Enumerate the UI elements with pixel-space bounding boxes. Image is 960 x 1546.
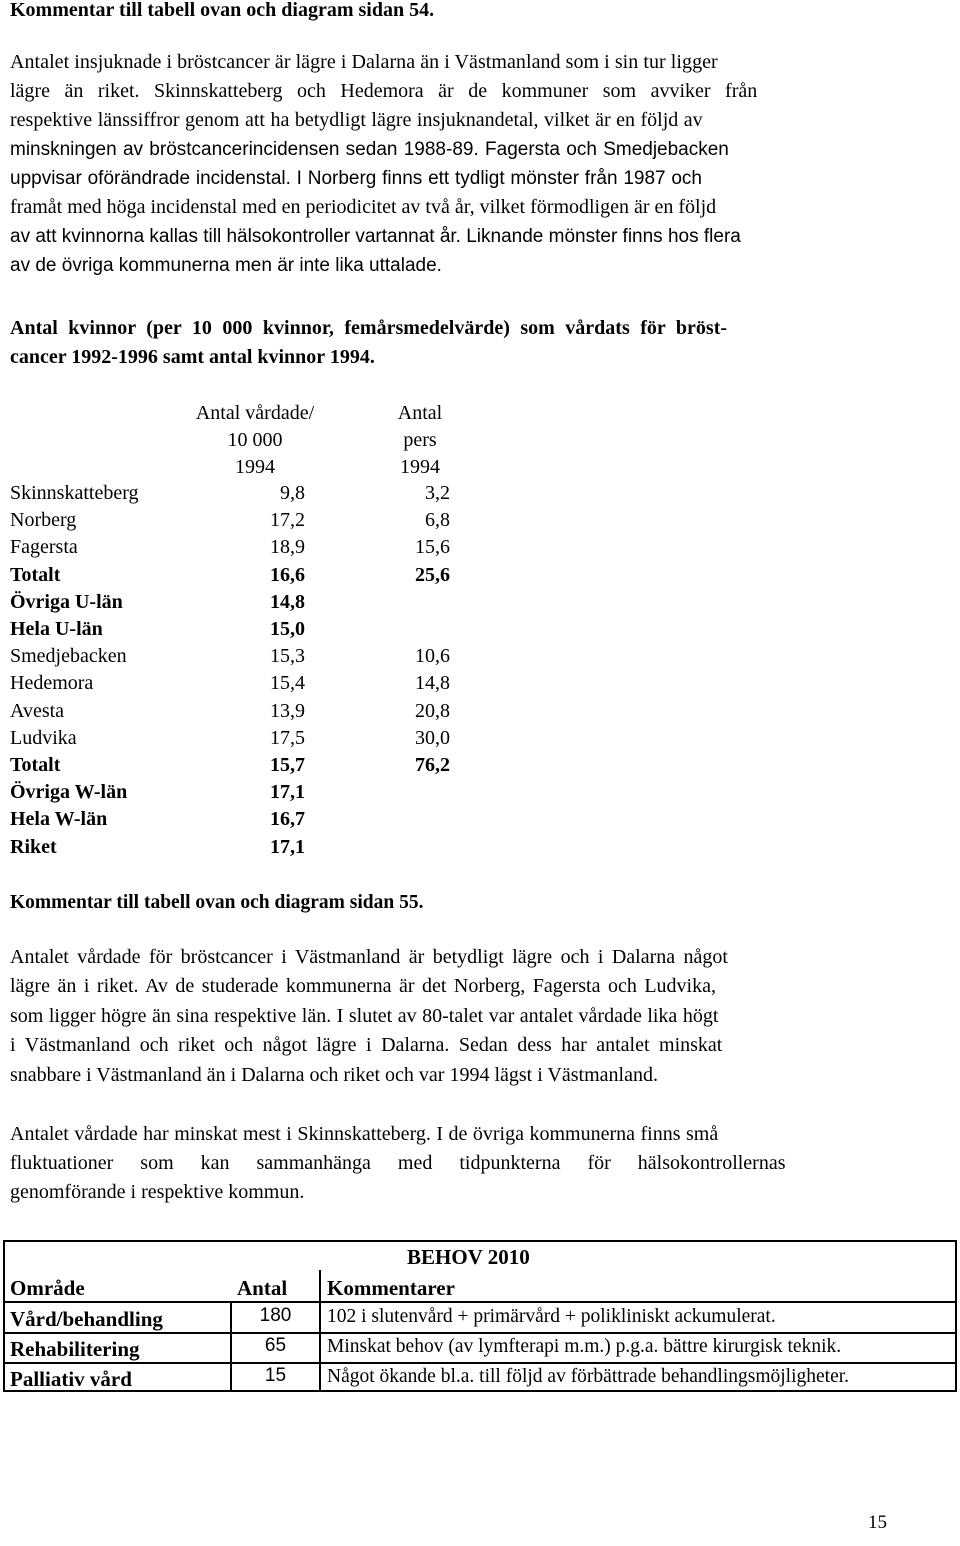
- comment-heading-55: Kommentar till tabell ovan och diagram sidan 55.: [10, 892, 424, 913]
- paragraph-line: Antalet vårdade har minskat mest i Skinnskatteberg. I de övriga kommunerna finns små: [10, 1123, 719, 1145]
- row-divider: [5, 1332, 955, 1334]
- paragraph-line: Antalet insjuknade i bröstcancer är lägre i Dalarna än i Västmanland som i sin tur ligger: [10, 51, 718, 73]
- row-value-treated: 15,4: [270, 672, 305, 695]
- row-label: Fagersta: [10, 536, 78, 559]
- row-value-persons: 10,6: [415, 645, 450, 668]
- row-label: Ludvika: [10, 726, 77, 749]
- row-value-persons: 20,8: [415, 699, 450, 722]
- row-value-treated: 15,0: [270, 618, 305, 640]
- row-divider: [5, 1362, 955, 1364]
- row-value-treated: 9,8: [280, 482, 305, 504]
- header-line: 10 000: [227, 429, 283, 451]
- paragraph-line: genomförande i respektive kommun.: [10, 1181, 305, 1203]
- row-label: Norberg: [10, 509, 77, 532]
- col-header-persons: [380, 400, 460, 481]
- needs-row-area: Rehabilitering: [10, 1337, 140, 1361]
- row-value-persons: 6,8: [425, 509, 450, 532]
- row-value-treated: 17,1: [270, 781, 305, 804]
- row-label: Riket: [10, 835, 57, 858]
- row-label: Övriga U-län: [10, 590, 123, 613]
- row-value-treated: 17,2: [270, 509, 305, 532]
- row-value-treated: 17,5: [270, 726, 305, 749]
- needs-row-count: 180: [259, 1305, 292, 1326]
- paragraph-line: respektive länssiffror genom att ha betydligt lägre insjuknandetal, vilket är en följd av: [10, 109, 703, 131]
- needs-row-area: Palliativ vård: [10, 1367, 132, 1391]
- paragraph-line: Antalet vårdade för bröstcancer i Västmanland är betydligt lägre och i Dalarna något: [10, 946, 728, 968]
- row-divider: [5, 1301, 955, 1303]
- header-line: pers: [403, 429, 437, 451]
- row-label: Avesta: [10, 699, 65, 722]
- header-area: Område: [10, 1276, 85, 1300]
- comment-heading-54: Kommentar till tabell ovan och diagram sidan 54.: [10, 0, 435, 21]
- row-label: Totalt: [10, 563, 61, 586]
- header-line: Antal vårdade/: [195, 402, 315, 424]
- row-value-persons: 14,8: [415, 672, 450, 695]
- paragraph-line: framåt med höga incidenstal med en periodicitet av två år, vilket förmodligen är en följd: [10, 196, 717, 218]
- paragraph-line: av de övriga kommunerna men är inte lika uttalade.: [10, 255, 442, 276]
- paragraph-line: fluktuationer som kan sammanhänga med tidpunkterna för hälsokontrollernas: [10, 1152, 786, 1174]
- row-label: Skinnskatteberg: [10, 482, 139, 504]
- row-value-treated: 15,3: [270, 645, 305, 668]
- page-number: 15: [868, 1512, 887, 1533]
- table-title: cancer 1992-1996 samt antal kvinnor 1994.: [10, 346, 375, 368]
- row-value-persons: 3,2: [425, 482, 450, 504]
- paragraph-line: lägre än i riket. Av de studerade kommunerna är det Norberg, Fagersta och Ludvika,: [10, 975, 716, 997]
- row-label: Hela U-län: [10, 618, 103, 640]
- row-label: Totalt: [10, 754, 61, 776]
- col-divider: [319, 1270, 321, 1390]
- header-line: 1994: [400, 456, 440, 478]
- col-header-treated: [195, 400, 315, 481]
- header-comment: Kommentarer: [327, 1276, 455, 1300]
- paragraph-line: lägre än riket. Skinnskatteberg och Hedemora är de kommuner som avviker från: [10, 80, 758, 102]
- row-value-persons: 25,6: [415, 563, 450, 586]
- row-label: Hedemora: [10, 672, 94, 695]
- needs-row-comment: 102 i slutenvård + primärvård + polikliniskt ackumulerat.: [327, 1306, 776, 1327]
- needs-row-comment: Något ökande bl.a. till följd av förbättrade behandlingsmöjligheter.: [327, 1366, 850, 1387]
- row-label: Övriga W-län: [10, 781, 128, 804]
- paragraph-line: minskningen av bröstcancerincidensen sedan 1988-89. Fagersta och Smedjebacken: [10, 139, 729, 160]
- needs-row-comment: Minskat behov (av lymfterapi m.m.) p.g.a. bättre kirurgisk teknik.: [327, 1336, 842, 1357]
- paragraph-line: uppvisar oförändrade incidenstal. I Norberg finns ett tydligt mönster från 1987 och: [10, 168, 702, 189]
- row-value-treated: 16,7: [270, 808, 305, 831]
- row-label: Hela W-län: [10, 808, 108, 831]
- needs-row-area: Vård/behandling: [10, 1307, 163, 1331]
- paragraph-line: i Västmanland och riket och något lägre i Dalarna. Sedan dess har antalet minskat: [10, 1034, 723, 1056]
- row-value-treated: 16,6: [270, 563, 305, 586]
- header-count: Antal: [237, 1276, 288, 1300]
- paragraph-line: som ligger högre än sina respektive län. I slutet av 80-talet var antalet vårdade lika högt: [10, 1005, 719, 1027]
- table-title: Antal kvinnor (per 10 000 kvinnor, femårsmedelvärde) som vårdats för bröst-: [10, 317, 728, 339]
- needs-2010-table: [3, 1240, 957, 1392]
- needs-row-count: 15: [264, 1365, 287, 1386]
- row-value-persons: 30,0: [415, 726, 450, 749]
- row-value-treated: 17,1: [270, 835, 305, 858]
- needs-table-title: BEHOV 2010: [407, 1245, 530, 1269]
- row-value-persons: 15,6: [415, 536, 450, 559]
- header-line: 1994: [235, 456, 275, 478]
- row-label: Smedjebacken: [10, 645, 127, 668]
- row-value-treated: 15,7: [270, 754, 305, 776]
- header-line: Antal: [397, 402, 443, 424]
- row-value-treated: 13,9: [270, 699, 305, 722]
- needs-row-count: 65: [264, 1335, 287, 1356]
- row-value-treated: 14,8: [270, 590, 305, 613]
- row-value-treated: 18,9: [270, 536, 305, 559]
- paragraph-line: av att kvinnorna kallas till hälsokontroller vartannat år. Liknande mönster finns hos flera: [10, 226, 741, 247]
- row-value-persons: 76,2: [415, 754, 450, 776]
- paragraph-line: snabbare i Västmanland än i Dalarna och riket och var 1994 lägst i Västmanland.: [10, 1064, 658, 1086]
